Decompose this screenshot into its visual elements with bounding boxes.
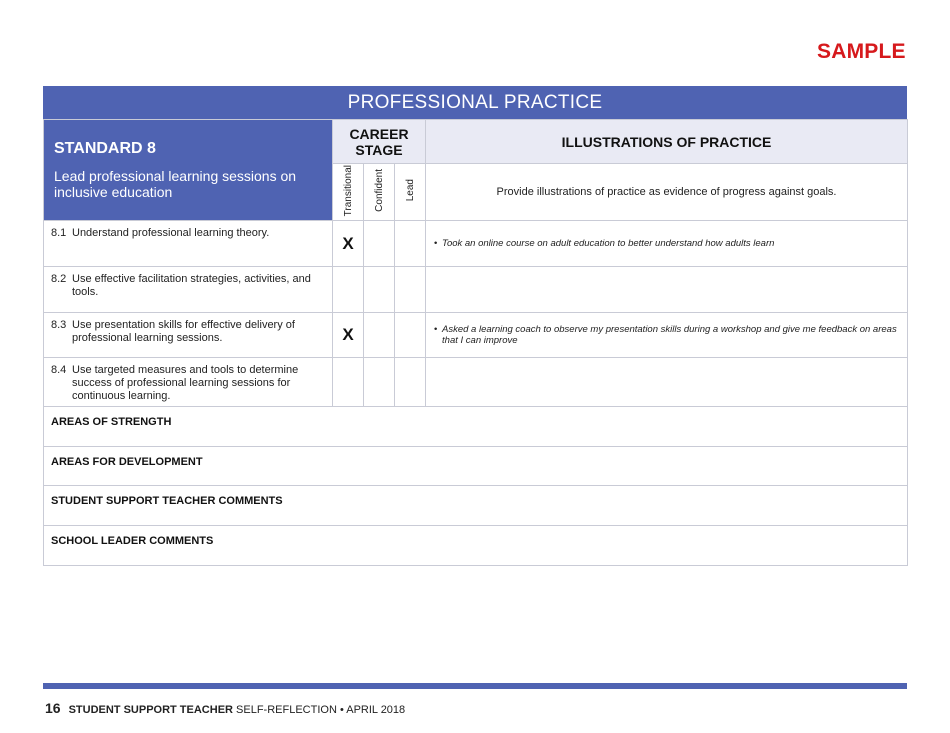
footer-bar bbox=[43, 683, 907, 689]
criterion-row bbox=[44, 358, 908, 407]
stage-label-transitional: Transitional bbox=[342, 164, 354, 217]
illustrations-prompt: Provide illustrations of practice as evidence of progress against goals. bbox=[426, 164, 908, 221]
criterion-cell bbox=[44, 358, 333, 407]
confident-mark[interactable] bbox=[364, 221, 395, 267]
page-number: 16 bbox=[45, 700, 61, 716]
criterion-row bbox=[44, 221, 908, 267]
section-banner: PROFESSIONAL PRACTICE bbox=[43, 86, 907, 119]
footer-separator: • bbox=[336, 704, 347, 716]
sample-label: SAMPLE bbox=[817, 40, 906, 63]
stage-col-transitional bbox=[333, 164, 364, 221]
evidence-bullet: • bbox=[434, 238, 438, 249]
standard-table bbox=[43, 119, 908, 566]
transitional-mark[interactable] bbox=[333, 267, 364, 313]
criterion-cell bbox=[44, 313, 333, 358]
evidence-bullet: • bbox=[434, 324, 438, 335]
criterion-cell bbox=[44, 267, 333, 313]
lead-mark[interactable] bbox=[395, 221, 426, 267]
stage-label-confident: Confident bbox=[373, 169, 385, 212]
confident-mark[interactable] bbox=[364, 313, 395, 358]
criterion-number: 8.2 bbox=[51, 273, 67, 285]
evidence-cell[interactable] bbox=[426, 221, 908, 267]
stage-col-confident bbox=[364, 164, 395, 221]
criterion-number: 8.3 bbox=[51, 319, 67, 331]
transitional-mark[interactable]: X bbox=[333, 221, 364, 267]
criterion-text: Use targeted measures and tools to determine success of professional learning sessions for continuous learning. bbox=[72, 364, 299, 402]
criterion-row bbox=[44, 267, 908, 313]
footer-title-rest: SELF-REFLECTION bbox=[232, 704, 337, 716]
criterion-text: Use effective facilitation strategies, activities, and tools. bbox=[72, 273, 311, 298]
lead-mark[interactable] bbox=[395, 267, 426, 313]
lead-mark[interactable] bbox=[395, 358, 426, 407]
criterion-text: Use presentation skills for effective delivery of professional learning sessions. bbox=[72, 319, 295, 344]
illustrations-header: ILLUSTRATIONS OF PRACTICE bbox=[426, 120, 908, 164]
transitional-mark[interactable] bbox=[333, 358, 364, 407]
criterion-text: Understand professional learning theory. bbox=[72, 227, 270, 239]
stage-col-lead bbox=[395, 164, 426, 221]
stage-label-lead: Lead bbox=[404, 179, 416, 202]
areas-of-strength-field[interactable]: AREAS OF STRENGTH bbox=[44, 407, 908, 447]
evidence-cell[interactable] bbox=[426, 358, 908, 407]
evidence-cell[interactable] bbox=[426, 267, 908, 313]
standard-description: Lead professional learning sessions on inclusive education bbox=[54, 168, 297, 200]
student-support-teacher-comments-field[interactable]: STUDENT SUPPORT TEACHER COMMENTS bbox=[44, 486, 908, 526]
criterion-number: 8.1 bbox=[51, 227, 67, 239]
confident-mark[interactable] bbox=[364, 267, 395, 313]
standard-header bbox=[44, 120, 333, 221]
criterion-cell bbox=[44, 221, 333, 267]
criterion-number: 8.4 bbox=[51, 364, 67, 376]
page-footer bbox=[45, 700, 405, 716]
lead-mark[interactable] bbox=[395, 313, 426, 358]
professional-practice-form bbox=[43, 86, 907, 566]
evidence-text: Took an online course on adult education to better understand how adults learn bbox=[442, 238, 775, 249]
standard-title: STANDARD 8 bbox=[54, 140, 156, 157]
evidence-cell[interactable] bbox=[426, 313, 908, 358]
evidence-text: Asked a learning coach to observe my presentation skills during a workshop and give me feedback on areas that I can improve bbox=[442, 324, 897, 346]
confident-mark[interactable] bbox=[364, 358, 395, 407]
criterion-row bbox=[44, 313, 908, 358]
footer-date: APRIL 2018 bbox=[346, 704, 406, 716]
footer-title-bold: STUDENT SUPPORT TEACHER bbox=[68, 704, 233, 716]
career-stage-header: CAREER STAGE bbox=[333, 120, 426, 164]
transitional-mark[interactable]: X bbox=[333, 313, 364, 358]
areas-for-development-field[interactable]: AREAS FOR DEVELOPMENT bbox=[44, 447, 908, 486]
school-leader-comments-field[interactable]: SCHOOL LEADER COMMENTS bbox=[44, 526, 908, 566]
